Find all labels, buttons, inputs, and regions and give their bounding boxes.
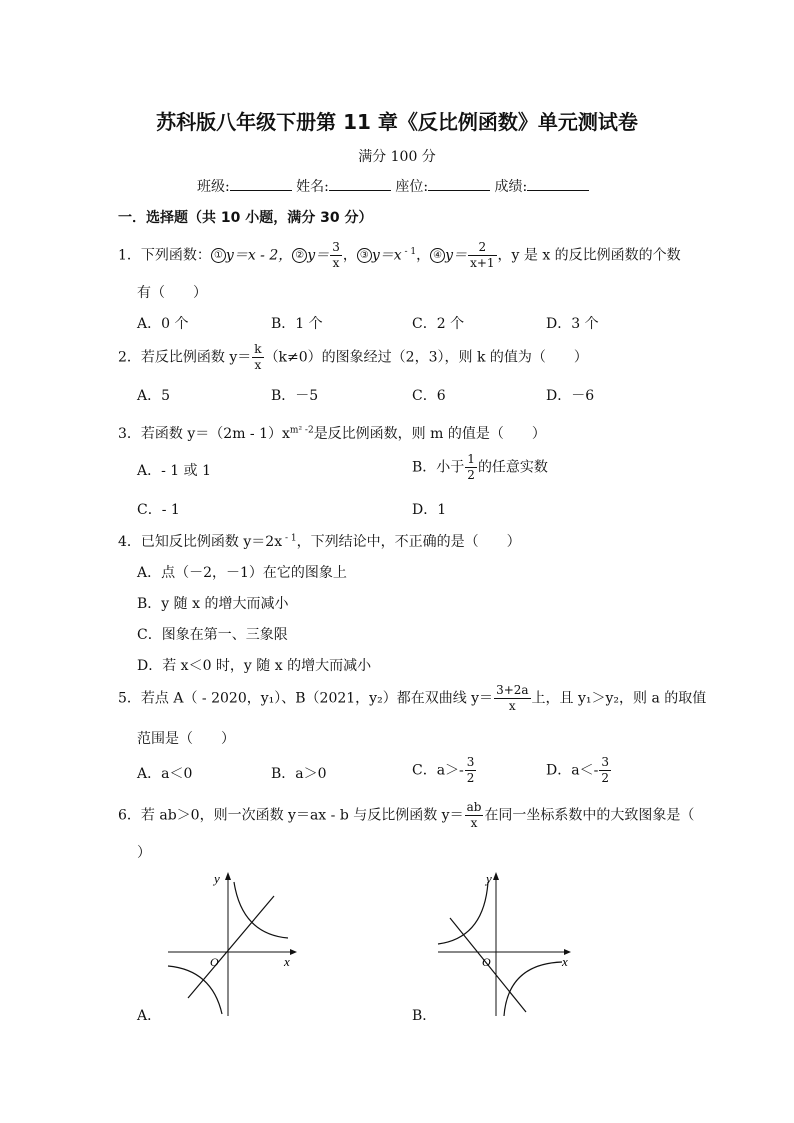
- question-4: [118, 531, 521, 551]
- q4-pre: 已知反比例函数 y＝2x: [140, 534, 283, 550]
- q5-optd-pre: D．a＜-: [546, 762, 599, 779]
- q5-option-c[interactable]: [412, 755, 477, 786]
- graph-a[interactable]: [160, 868, 300, 1018]
- q5-post: 上，且 y₁＞y₂，则 a 的取值: [531, 690, 707, 707]
- graph-b[interactable]: [434, 868, 574, 1018]
- q2-option-d[interactable]: D．－6: [546, 388, 595, 404]
- seat-label: 座位:: [395, 179, 429, 195]
- q2-pre: 若反比例函数 y＝: [140, 349, 252, 366]
- hyperbola-branch-q4: [504, 962, 562, 1016]
- frac-den: x: [508, 699, 516, 713]
- q3-optb-post: 的任意实数: [477, 459, 548, 476]
- name-blank[interactable]: [329, 177, 391, 191]
- linear-line: [188, 896, 274, 998]
- frac-den: 2: [601, 771, 609, 785]
- q1-lead: 下列函数：: [140, 247, 211, 264]
- question-5: [118, 683, 706, 714]
- q1-line2: 有（ ）: [137, 285, 207, 301]
- circle-2-icon: ②: [292, 248, 307, 263]
- frac-den: x: [254, 358, 262, 372]
- q1-option-d[interactable]: D．3 个: [546, 316, 599, 332]
- q1-fn3: y＝x: [371, 247, 402, 264]
- question-3: [118, 423, 546, 443]
- q1-number: 1．: [118, 247, 141, 264]
- q5-option-b[interactable]: B．a＞0: [271, 766, 327, 782]
- q6-post: 在同一坐标系数中的大致图象是（: [484, 807, 695, 824]
- x-axis-arrow-icon: [290, 949, 297, 955]
- q5-option-a[interactable]: A．a＜0: [137, 766, 193, 782]
- y-axis-label: y: [214, 871, 220, 886]
- q6-pre: 若 ab＞0，则一次函数 y＝ax - b 与反比例函数 y＝: [140, 807, 464, 824]
- q4-option-b[interactable]: B．y 随 x 的增大而减小: [137, 596, 289, 612]
- q6-line2: ）: [137, 845, 151, 861]
- q1-option-b[interactable]: B．1 个: [271, 316, 323, 332]
- question-6: [118, 800, 694, 831]
- q3-option-c[interactable]: C．- 1: [137, 502, 180, 518]
- q5-option-d[interactable]: [546, 755, 612, 786]
- y-axis-arrow-icon: [493, 872, 499, 880]
- seat-blank[interactable]: [428, 177, 490, 191]
- hyperbola-branch-q1: [234, 882, 288, 938]
- q4-option-c[interactable]: C．图象在第一、三象限: [137, 627, 288, 643]
- frac-num: ab: [466, 800, 482, 814]
- y-axis-arrow-icon: [225, 872, 231, 880]
- frac-num: 3: [466, 755, 475, 769]
- class-label: 班级:: [197, 179, 230, 195]
- frac-den: 2: [466, 771, 475, 785]
- frac-num: 3: [332, 240, 340, 254]
- section-heading: 一．选择题（共 10 小题，满分 30 分）: [118, 210, 373, 226]
- q1-fraction-2: [468, 240, 496, 271]
- origin-label: O: [482, 955, 491, 969]
- q3-option-d[interactable]: D．1: [412, 502, 447, 518]
- q5-number: 5．: [118, 690, 141, 707]
- question-2: [118, 342, 588, 373]
- frac-num: 3+2a: [496, 683, 529, 697]
- q5-optc-fraction: [465, 755, 477, 786]
- q1-comma: ，: [497, 247, 512, 264]
- q4-option-a[interactable]: A．点（－2，－1）在它的图象上: [137, 565, 347, 581]
- q5-fraction: [494, 683, 530, 714]
- q2-option-b[interactable]: B．－5: [271, 388, 319, 404]
- q6-option-a[interactable]: A．: [137, 1008, 162, 1024]
- question-1: [118, 240, 681, 271]
- circle-4-icon: ④: [430, 248, 445, 263]
- q1-option-a[interactable]: A．0 个: [137, 316, 189, 332]
- q2-option-a[interactable]: A．5: [137, 388, 171, 404]
- q6-number: 6．: [118, 807, 141, 824]
- q2-post: （k≠0）的图象经过（2，3），则 k 的值为（ ）: [264, 349, 588, 366]
- q5-pre: 若点 A（ - 2020，y₁）、B（2021，y₂）都在双曲线 y＝: [140, 690, 494, 707]
- q1-fn4-lhs: y＝: [445, 247, 468, 264]
- q1-fn1: y＝x - 2，: [225, 247, 293, 264]
- score-blank[interactable]: [527, 177, 589, 191]
- score-label: 成绩:: [494, 179, 528, 195]
- frac-num: 2: [468, 240, 496, 256]
- frac-den: 2: [467, 468, 475, 482]
- circle-3-icon: ③: [357, 248, 372, 263]
- frac-num: 3: [601, 755, 609, 769]
- q1-fn2-lhs: y＝: [307, 247, 330, 264]
- frac-den: x: [332, 256, 340, 270]
- q3-post: 是反比例函数，则 m 的值是（ ）: [313, 426, 546, 442]
- name-label: 姓名:: [296, 179, 329, 195]
- frac-den: x+1: [470, 256, 495, 270]
- q1-tail: y 是 x 的反比例函数的个数: [511, 247, 681, 264]
- q4-post: ，下列结论中，不正确的是（ ）: [296, 534, 521, 550]
- q1-option-c[interactable]: C．2 个: [412, 316, 465, 332]
- q3-optb-pre: B．小于: [412, 459, 465, 476]
- q6-option-b[interactable]: B．: [412, 1008, 437, 1024]
- q1-comma: ，: [416, 247, 431, 264]
- q6-fraction: [465, 800, 484, 831]
- q2-fraction: [252, 342, 263, 373]
- q4-exponent: - 1: [282, 533, 297, 544]
- q3-pre: 若函数 y＝（2m - 1）x: [140, 426, 290, 442]
- frac-num: 1: [467, 452, 475, 466]
- page-title: 苏科版八年级下册第 11 章《反比例函数》单元测试卷: [156, 110, 638, 134]
- circle-1-icon: ①: [211, 248, 226, 263]
- q3-exponent: m² -2: [289, 425, 314, 436]
- info-fields: [197, 176, 589, 196]
- frac-den: x: [470, 816, 478, 830]
- q2-option-c[interactable]: C．6: [412, 388, 446, 404]
- x-axis-label: x: [284, 954, 290, 969]
- q4-number: 4．: [118, 534, 141, 550]
- x-axis-label: x: [562, 954, 568, 969]
- q3-option-a[interactable]: A．- 1 或 1: [137, 463, 212, 479]
- q5-line2: 范围是（ ）: [137, 731, 235, 747]
- q5-optd-fraction: [599, 755, 611, 786]
- y-axis-label: y: [486, 871, 492, 886]
- q3-number: 3．: [118, 426, 141, 442]
- origin-label: O: [210, 955, 219, 969]
- q3-option-b[interactable]: [412, 452, 548, 483]
- class-blank[interactable]: [230, 177, 292, 191]
- q1-fraction-1: [330, 240, 342, 271]
- frac-num: k: [254, 342, 262, 356]
- q3-optb-fraction: [465, 452, 477, 483]
- q1-fn3-exp: - 1: [401, 246, 417, 257]
- q5-optc-pre: C．a＞-: [412, 762, 464, 779]
- q4-option-d[interactable]: D．若 x＜0 时，y 随 x 的增大而减小: [137, 658, 372, 674]
- q2-number: 2．: [118, 349, 141, 366]
- full-score: 满分 100 分: [358, 149, 436, 165]
- q1-comma: ，: [342, 247, 357, 264]
